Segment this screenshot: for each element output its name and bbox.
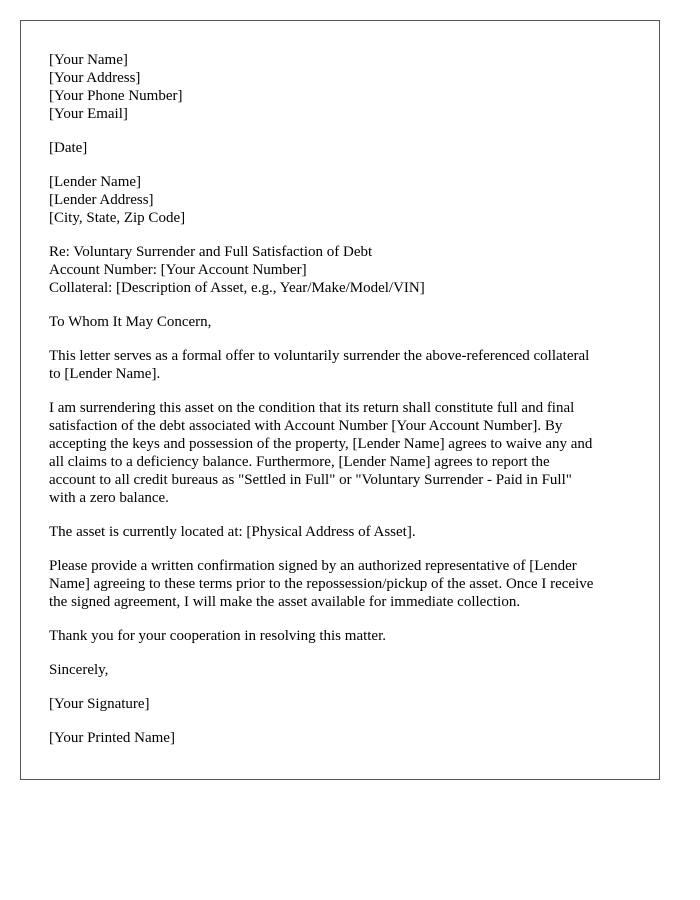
paragraph-line: I am surrendering this asset on the condition that its return shall constitute full and final (49, 400, 575, 416)
paragraph-line: account to all credit bureaus as "Settled in Full" or "Voluntary Surrender - Paid in Full" (49, 472, 572, 488)
paragraph-line: to [Lender Name]. (49, 366, 161, 382)
collateral-line: Collateral: [Description of Asset, e.g., Year/Make/Model/VIN] (49, 280, 425, 296)
sender-email: [Your Email] (49, 106, 128, 122)
sender-phone: [Your Phone Number] (49, 88, 183, 104)
signature-block (49, 695, 635, 713)
closing-block (49, 661, 635, 679)
paragraph-line: Thank you for your cooperation in resolving this matter. (49, 628, 387, 644)
paragraph-line: the signed agreement, I will make the asset available for immediate collection. (49, 594, 521, 610)
subject-line: Re: Voluntary Surrender and Full Satisfaction of Debt (49, 244, 373, 260)
recipient-block (49, 173, 635, 227)
account-number-line: Account Number: [Your Account Number] (49, 262, 307, 278)
paragraph-line: satisfaction of the debt associated with Account Number [Your Account Number]. By (49, 418, 563, 434)
paragraph-line: accepting the keys and possession of the property, [Lender Name] agrees to waive any and (49, 436, 593, 452)
paragraph-confirmation (49, 557, 635, 611)
salutation: To Whom It May Concern, (49, 314, 212, 330)
recipient-address: [Lender Address] (49, 192, 154, 208)
letter-body (49, 51, 635, 763)
sender-address: [Your Address] (49, 70, 141, 86)
printed-name: [Your Printed Name] (49, 730, 175, 746)
paragraph-line: This letter serves as a formal offer to voluntarily surrender the above-referenced collateral (49, 348, 590, 364)
signature-placeholder: [Your Signature] (49, 696, 150, 712)
paragraph-thanks (49, 627, 635, 645)
letter-date: [Date] (49, 140, 88, 156)
salutation-block (49, 313, 635, 331)
printed-name-block (49, 729, 635, 747)
letter-page (20, 20, 660, 780)
paragraph-offer (49, 347, 635, 383)
paragraph-line: Name] agreeing to these terms prior to the repossession/pickup of the asset. Once I receive (49, 576, 594, 592)
closing: Sincerely, (49, 662, 109, 678)
recipient-name: [Lender Name] (49, 174, 142, 190)
paragraph-line: with a zero balance. (49, 490, 169, 506)
paragraph-line: Please provide a written confirmation signed by an authorized representative of [Lender (49, 558, 577, 574)
paragraph-line: all claims to a deficiency balance. Furthermore, [Lender Name] agrees to report the (49, 454, 550, 470)
date-block (49, 139, 635, 157)
recipient-city-state-zip: [City, State, Zip Code] (49, 210, 186, 226)
paragraph-line: The asset is currently located at: [Physical Address of Asset]. (49, 524, 416, 540)
paragraph-conditions (49, 399, 635, 507)
sender-name: [Your Name] (49, 52, 128, 68)
sender-block (49, 51, 635, 123)
reference-block (49, 243, 635, 297)
paragraph-location (49, 523, 635, 541)
